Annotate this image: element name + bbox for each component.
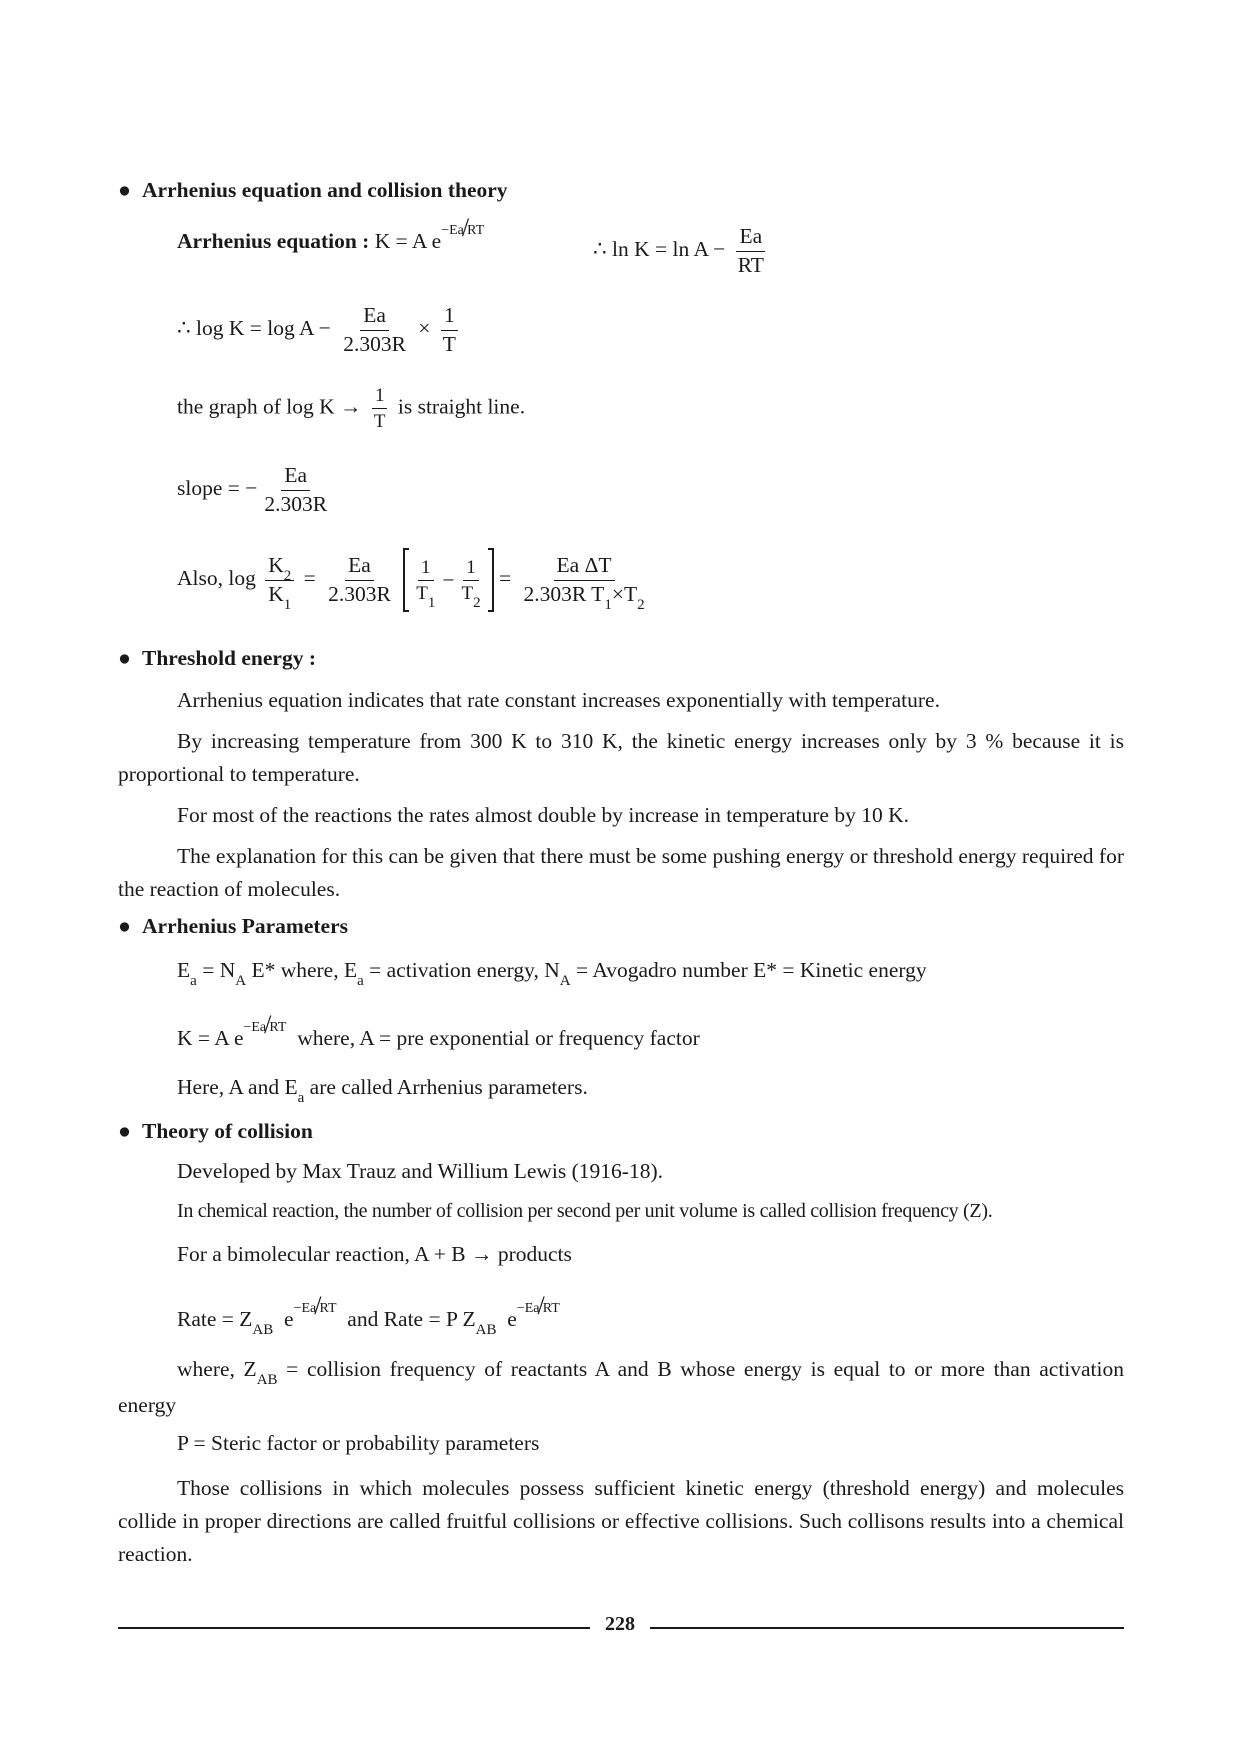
- arrhenius-equation: Arrhenius equation : K = A $e^{-Ea/RT}$: [177, 213, 485, 253]
- exponent: −Ea/RT: [441, 213, 485, 242]
- page-number: 228: [605, 1613, 635, 1635]
- fraction: $\frac{1}{T}$: [373, 385, 386, 432]
- paragraph: By increasing temperature from 300 K to 310 K, the kinetic energy increases only by 3 % because it is proportional to temperature.: [118, 729, 1124, 786]
- exponent: −Ea/RT: [516, 1291, 560, 1320]
- fraction: $\frac{Ea}{RT}$: [737, 224, 764, 277]
- fraction: $\frac{Ea}{2.303R}$: [343, 303, 406, 356]
- bullet-icon: ●: [118, 178, 131, 202]
- parameters-statement: Here, A and $E_a$ are called Arrhenius parameters.: [177, 1075, 588, 1106]
- section-heading-collision: ● Theory of collision: [118, 1119, 313, 1143]
- bullet-icon: ●: [118, 914, 131, 938]
- graph-statement: the graph of log K → $\frac{1}{T}$ is straight line.: [177, 385, 526, 432]
- bullet-icon: ●: [118, 1119, 131, 1143]
- paragraph: Arrhenius equation indicates that rate constant increases exponentially with temperature.: [177, 688, 940, 712]
- fraction: $\frac{K_2}{K_1}$: [265, 555, 294, 605]
- paragraph: In chemical reaction, the number of collision per second per unit volume is called collision frequency (Z).: [177, 1200, 993, 1222]
- slope-equation: slope = − $\frac{Ea}{2.303R}$: [177, 465, 334, 515]
- paragraph: P = Steric factor or probability parameters: [177, 1431, 540, 1455]
- paragraph: Those collisions in which molecules possess sufficient kinetic energy (threshold energy) and molecules collide in proper directions are called fruitful collisions or effective collisions. Such collisons results into a chemical reaction.: [118, 1476, 1124, 1566]
- fraction: $\frac{\text{Ea ΔT}}{2.303R T_1\times T_2}$: [523, 553, 645, 613]
- bracket: $\frac{1}{T_1}$ − $\frac{1}{T_2}$: [403, 550, 493, 610]
- section-heading-parameters: ● Arrhenius Parameters: [118, 914, 348, 938]
- fraction: $\frac{Ea}{2.303R}$: [328, 553, 391, 606]
- rate-constant-equation: K = A $e^{-Ea/RT}$ where, A = pre exponential or frequency factor: [177, 1010, 700, 1050]
- section-heading-arrhenius: ● Arrhenius equation and collision theory: [118, 178, 508, 202]
- footer-rule-right: [650, 1627, 1124, 1629]
- bullet-icon: ●: [118, 646, 131, 670]
- fraction: $\frac{1}{T}$: [442, 303, 456, 356]
- paragraph: Developed by Max Trauz and Willium Lewis (1916-18).: [177, 1159, 663, 1183]
- section-heading-threshold: ● Threshold energy :: [118, 646, 316, 670]
- paragraph: The explanation for this can be given that there must be some pushing energy or threshold energy required for the reaction of molecules.: [118, 844, 1124, 901]
- log-equation: ∴ log K = log A − $\frac{Ea}{2.303R}$ × $\frac{1}{T}$: [177, 305, 463, 355]
- paragraph: where, $Z_{AB}$ = collision frequency of reactants A and B whose energy is equal to or more than activation energy: [118, 1357, 1125, 1417]
- collision-rate-equations: Rate = $Z_{AB}$ $e^{-Ea/RT}$ and Rate = P $Z_{AB}$ $e^{-Ea/RT}$: [177, 1291, 560, 1338]
- exponent: −Ea/RT: [293, 1291, 337, 1320]
- ln-equation: ∴ ln K = ln A − $\frac{Ea}{RT}$: [593, 226, 771, 276]
- exponent: −Ea/RT: [243, 1010, 287, 1039]
- fraction: $\frac{Ea}{2.303R}$: [264, 463, 328, 516]
- parameter-definition: $E_a = N_A$ E* where, $E_a$ = activation energy, $N_A$ = Avogadro number E* = Kinetic energy: [177, 958, 927, 989]
- paragraph: For most of the reactions the rates almost double by increase in temperature by 10 K.: [177, 803, 909, 827]
- paragraph: For a bimolecular reaction, A + B → products: [177, 1242, 572, 1266]
- footer-rule-left: [118, 1627, 590, 1629]
- log-ratio-equation: Also, log $\frac{K_2}{K_1}$ = $\frac{Ea}{2.303R}$ $\frac{1}{T_1}$ − $\frac{1}{T_2}$ = $\frac{\text{Ea ΔT}}{2.303R T_1\times T_2}$: [177, 550, 652, 610]
